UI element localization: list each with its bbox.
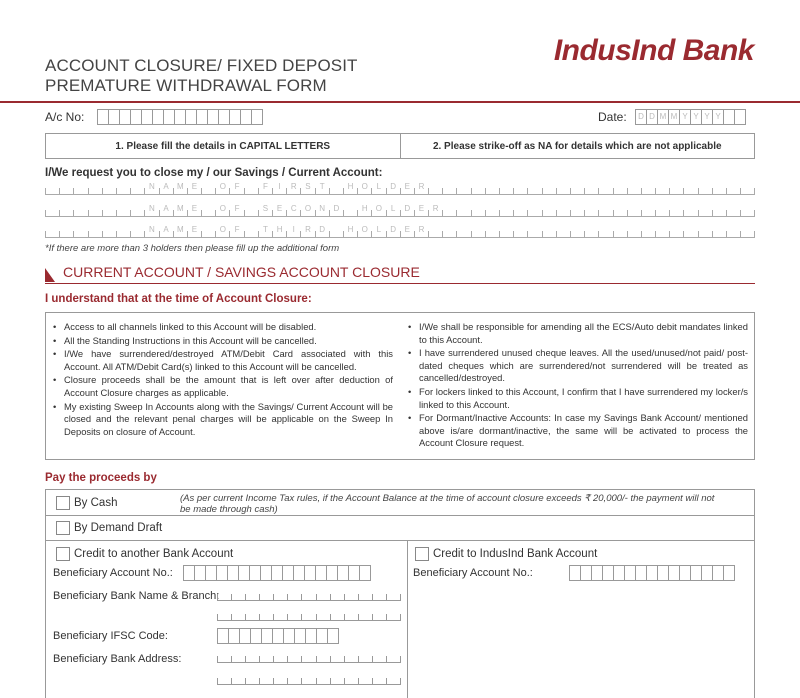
payment-box <box>45 489 755 698</box>
holder-char-cell[interactable] <box>88 188 102 194</box>
char-cell[interactable] <box>316 656 330 662</box>
holder-char-cell[interactable] <box>570 231 584 237</box>
holder-char-cell[interactable] <box>59 188 73 194</box>
date-digit-box[interactable]: Y <box>701 109 713 125</box>
holder-char-cell[interactable]: E <box>400 188 414 194</box>
holder-char-cell[interactable] <box>527 188 541 194</box>
holder-char-cell[interactable] <box>329 188 343 194</box>
indusind-ben-acc-field[interactable] <box>569 565 734 581</box>
holder-char-cell[interactable]: R <box>414 231 428 237</box>
char-cell[interactable] <box>273 594 287 600</box>
account-date-row <box>45 109 755 127</box>
bank-logo: IndusInd Bank <box>553 34 754 67</box>
char-cell[interactable] <box>217 614 231 620</box>
holder-char-cell[interactable] <box>102 188 116 194</box>
char-cell[interactable] <box>273 614 287 620</box>
holder-char-cell[interactable]: L <box>386 210 400 216</box>
holder-char-cell[interactable] <box>513 231 527 237</box>
holder-char-cell[interactable] <box>59 231 73 237</box>
holder-char-cell[interactable] <box>485 231 499 237</box>
holder-char-cell[interactable]: A <box>159 210 173 216</box>
char-cell[interactable] <box>231 594 245 600</box>
holder-char-cell[interactable] <box>471 210 485 216</box>
holder-char-cell[interactable] <box>102 231 116 237</box>
holder-char-cell[interactable] <box>456 210 470 216</box>
form-title-line2: PREMATURE WITHDRAWAL FORM <box>45 76 327 95</box>
date-label: Date: <box>598 110 627 124</box>
holder-char-cell[interactable] <box>59 210 73 216</box>
holder-char-cell[interactable] <box>329 231 343 237</box>
holder-char-cell[interactable]: N <box>144 210 158 216</box>
ben-bank-field-line1[interactable] <box>217 589 401 601</box>
term-item: • For lockers linked to this Account, I confirm that I have surrendered my locker/s linked to this Account. <box>407 386 748 411</box>
char-cell[interactable] <box>344 614 358 620</box>
holder-char-cell[interactable]: F <box>258 188 272 194</box>
holder-char-cell[interactable]: C <box>286 210 300 216</box>
holder-char-cell[interactable] <box>73 210 87 216</box>
date-digit-box[interactable]: D <box>646 109 658 125</box>
holder-char-cell[interactable]: I <box>272 188 286 194</box>
ben-bank-field-line2[interactable] <box>217 609 401 621</box>
holder-char-cell[interactable] <box>570 188 584 194</box>
holder-char-cell[interactable] <box>201 188 215 194</box>
char-cell[interactable] <box>231 614 245 620</box>
holder-char-cell[interactable]: H <box>343 188 357 194</box>
holder-char-cell[interactable] <box>102 210 116 216</box>
holder-char-cell[interactable] <box>556 188 570 194</box>
holder-char-cell[interactable]: D <box>329 210 343 216</box>
ben-address-field-line2[interactable] <box>217 673 401 685</box>
holder-char-cell[interactable]: H <box>272 231 286 237</box>
char-cell[interactable] <box>301 656 315 662</box>
char-cell[interactable] <box>287 656 301 662</box>
char-cell[interactable] <box>386 678 401 684</box>
holder-char-cell[interactable] <box>73 188 87 194</box>
holder-char-cell[interactable]: H <box>343 231 357 237</box>
pay-proceeds-title: Pay the proceeds by <box>45 472 157 484</box>
understand-heading: I understand that at the time of Account Closure: <box>45 293 312 305</box>
date-digit-box[interactable]: Y <box>712 109 724 125</box>
char-cell[interactable] <box>231 656 245 662</box>
holder-char-cell[interactable]: D <box>400 210 414 216</box>
char-cell[interactable] <box>372 614 386 620</box>
holder-char-cell[interactable]: F <box>229 210 243 216</box>
payment-split-divider <box>407 541 408 698</box>
holder-char-cell[interactable]: R <box>414 188 428 194</box>
holder-char-cell[interactable] <box>485 188 499 194</box>
char-cell[interactable] <box>287 678 301 684</box>
holder-char-cell[interactable]: L <box>371 188 385 194</box>
char-cell[interactable] <box>330 678 344 684</box>
holder-char-cell[interactable] <box>655 210 669 216</box>
ben-bank-label: Beneficiary Bank Name & Branch: <box>53 590 220 602</box>
holder-char-cell[interactable] <box>740 210 755 216</box>
holder-char-cell[interactable]: A <box>159 188 173 194</box>
holder-char-cell[interactable]: R <box>428 210 442 216</box>
char-cell[interactable] <box>330 656 344 662</box>
holder-char-cell[interactable] <box>130 231 144 237</box>
holder-char-cell[interactable] <box>428 188 442 194</box>
holder-char-cell[interactable] <box>45 210 59 216</box>
char-cell[interactable] <box>358 594 372 600</box>
holder-char-cell[interactable] <box>471 188 485 194</box>
term-item: • Access to all channels linked to this Account will be disabled. <box>52 321 393 334</box>
char-cell[interactable] <box>316 678 330 684</box>
cash-row <box>46 490 754 516</box>
char-cell[interactable] <box>344 656 358 662</box>
form-title <box>45 56 358 96</box>
holder-char-cell[interactable] <box>45 188 59 194</box>
holder-char-cell[interactable] <box>88 231 102 237</box>
term-item: • I/We have surrendered/destroyed ATM/Debit Card associated with this Account. All ATM/Debit Card(s) linked to this Account will be cancelled. <box>52 348 393 373</box>
char-cell[interactable] <box>330 614 344 620</box>
other-bank-label: Credit to another Bank Account <box>74 548 234 560</box>
holder-char-cell[interactable]: D <box>386 188 400 194</box>
holder-char-cell[interactable] <box>570 210 584 216</box>
term-item: • I/We shall be responsible for amending all the ECS/Auto debit mandates linked to this Account. <box>407 321 748 346</box>
ben-acc-digit-box[interactable] <box>359 565 371 581</box>
instruction-strike-off: 2. Please strike-off as NA for details which are not applicable <box>400 134 755 158</box>
char-cell[interactable] <box>245 678 259 684</box>
holder-char-cell[interactable] <box>442 231 456 237</box>
holder-char-cell[interactable] <box>641 188 655 194</box>
cash-note: (As per current Income Tax rules, if the Account Balance at the time of account closure exceeds ₹ 20,000/- the payment will not be made through cash) <box>180 493 715 515</box>
char-cell[interactable] <box>273 678 287 684</box>
char-cell[interactable] <box>330 594 344 600</box>
char-cell[interactable] <box>386 614 401 620</box>
holder-char-cell[interactable]: F <box>229 188 243 194</box>
ifsc-label: Beneficiary IFSC Code: <box>53 630 168 642</box>
holder-char-cell[interactable]: A <box>159 231 173 237</box>
holder-char-cell[interactable]: O <box>357 231 371 237</box>
dd-row <box>46 516 754 541</box>
holder-char-cell[interactable] <box>244 231 258 237</box>
terms-left-list <box>52 321 407 459</box>
holder-char-cell[interactable] <box>598 188 612 194</box>
char-cell[interactable] <box>273 656 287 662</box>
holder-char-cell[interactable] <box>669 231 683 237</box>
third-holder-name-field[interactable] <box>45 226 755 238</box>
holder-char-cell[interactable] <box>471 231 485 237</box>
holder-char-cell[interactable] <box>116 210 130 216</box>
holder-char-cell[interactable] <box>669 188 683 194</box>
char-cell[interactable] <box>245 614 259 620</box>
holder-char-cell[interactable] <box>613 188 627 194</box>
holder-char-cell[interactable] <box>456 188 470 194</box>
holder-char-cell[interactable] <box>201 231 215 237</box>
holder-char-cell[interactable]: M <box>173 210 187 216</box>
char-cell[interactable] <box>259 614 273 620</box>
instructions-box <box>45 133 755 159</box>
holder-char-cell[interactable]: R <box>286 188 300 194</box>
char-cell[interactable] <box>287 594 301 600</box>
char-cell[interactable] <box>287 614 301 620</box>
holder-char-cell[interactable] <box>343 210 357 216</box>
char-cell[interactable] <box>217 594 231 600</box>
char-cell[interactable] <box>301 678 315 684</box>
holder-char-cell[interactable] <box>542 188 556 194</box>
char-cell[interactable] <box>386 656 401 662</box>
holder-char-cell[interactable] <box>726 231 740 237</box>
terms-right-list <box>407 321 748 459</box>
date-field[interactable] <box>635 109 745 125</box>
char-cell[interactable] <box>372 594 386 600</box>
holder-char-cell[interactable]: N <box>144 188 158 194</box>
holder-char-cell[interactable] <box>627 231 641 237</box>
ben-address-field-line1[interactable] <box>217 651 401 663</box>
date-digit-box[interactable]: Y <box>690 109 702 125</box>
ac-no-field[interactable] <box>97 109 262 125</box>
char-cell[interactable] <box>372 656 386 662</box>
char-cell[interactable] <box>358 656 372 662</box>
date-digit-box[interactable]: M <box>657 109 669 125</box>
holder-char-cell[interactable]: E <box>187 231 201 237</box>
char-cell[interactable] <box>231 678 245 684</box>
term-item: • Closure proceeds shall be the amount that is left over after deduction of Account Closure charges as applicable. <box>52 374 393 399</box>
holder-char-cell[interactable] <box>584 210 598 216</box>
ac-digit-box[interactable] <box>251 109 263 125</box>
section-divider <box>45 283 755 284</box>
holder-char-cell[interactable] <box>584 231 598 237</box>
holder-char-cell[interactable] <box>499 210 513 216</box>
char-cell[interactable] <box>301 614 315 620</box>
second-holder-name-field[interactable] <box>45 205 755 217</box>
holder-char-cell[interactable] <box>683 188 697 194</box>
ifsc-char-box[interactable] <box>327 628 339 644</box>
terms-box <box>45 312 755 460</box>
form-title-line1: ACCOUNT CLOSURE/ FIXED DEPOSIT <box>45 56 358 75</box>
holder-char-cell[interactable] <box>456 231 470 237</box>
holder-char-cell[interactable] <box>669 210 683 216</box>
char-cell[interactable] <box>316 614 330 620</box>
instruction-capital-letters: 1. Please fill the details in CAPITAL LETTERS <box>115 140 331 152</box>
holder-char-cell[interactable] <box>88 210 102 216</box>
holder-char-cell[interactable]: O <box>300 210 314 216</box>
holder-char-cell[interactable] <box>584 188 598 194</box>
holder-char-cell[interactable] <box>45 231 59 237</box>
char-cell[interactable] <box>344 678 358 684</box>
term-item: • I have surrendered unused cheque leaves. All the used/unused/not paid/ post-dated cheques which are surrendered/not surrendered will be treated as cancelled/destroyed. <box>407 347 748 385</box>
ben-address-label: Beneficiary Bank Address: <box>53 653 182 665</box>
char-cell[interactable] <box>358 614 372 620</box>
holder-char-cell[interactable] <box>542 231 556 237</box>
holder-char-cell[interactable]: O <box>215 188 229 194</box>
indusind-ben-acc-label: Beneficiary Account No.: <box>413 567 533 579</box>
holder-char-cell[interactable] <box>712 231 726 237</box>
header-divider <box>0 101 800 103</box>
holder-char-cell[interactable] <box>527 210 541 216</box>
holder-char-cell[interactable]: E <box>400 231 414 237</box>
holder-char-cell[interactable]: M <box>173 231 187 237</box>
holder-char-cell[interactable] <box>613 210 627 216</box>
holder-char-cell[interactable] <box>442 210 456 216</box>
holder-char-cell[interactable]: O <box>357 188 371 194</box>
char-cell[interactable] <box>217 678 231 684</box>
request-title: I/We request you to close my / our Savings / Current Account: <box>45 167 383 179</box>
holder-char-cell[interactable] <box>130 188 144 194</box>
dd-checkbox[interactable] <box>56 521 70 535</box>
ben-acc-label: Beneficiary Account No.: <box>53 567 173 579</box>
holder-char-cell[interactable] <box>499 188 513 194</box>
char-cell[interactable] <box>217 656 231 662</box>
holder-char-cell[interactable]: H <box>357 210 371 216</box>
holder-char-cell[interactable]: M <box>173 188 187 194</box>
holder-char-cell[interactable]: R <box>300 231 314 237</box>
holder-char-cell[interactable]: T <box>315 188 329 194</box>
holder-char-cell[interactable] <box>598 210 612 216</box>
holder-char-cell[interactable]: D <box>315 231 329 237</box>
holder-char-cell[interactable]: N <box>315 210 329 216</box>
ifsc-field[interactable] <box>217 628 338 644</box>
other-bank-checkbox[interactable] <box>56 547 70 561</box>
holder-char-cell[interactable]: E <box>414 210 428 216</box>
holder-char-cell[interactable] <box>641 210 655 216</box>
holder-char-cell[interactable]: T <box>258 231 272 237</box>
indusind-checkbox[interactable] <box>415 547 429 561</box>
char-cell[interactable] <box>259 594 273 600</box>
holder-char-cell[interactable] <box>513 210 527 216</box>
holder-char-cell[interactable]: E <box>187 210 201 216</box>
holder-char-cell[interactable]: L <box>371 231 385 237</box>
first-holder-name-field[interactable] <box>45 183 755 195</box>
holder-char-cell[interactable] <box>499 231 513 237</box>
holder-char-cell[interactable] <box>244 188 258 194</box>
holder-char-cell[interactable] <box>698 188 712 194</box>
holder-char-cell[interactable] <box>627 188 641 194</box>
holder-char-cell[interactable] <box>428 231 442 237</box>
char-cell[interactable] <box>259 656 273 662</box>
holder-char-cell[interactable] <box>442 188 456 194</box>
indusind-label: Credit to IndusInd Bank Account <box>433 548 598 560</box>
char-cell[interactable] <box>344 594 358 600</box>
holder-char-cell[interactable]: E <box>187 188 201 194</box>
holder-char-cell[interactable] <box>698 210 712 216</box>
holder-char-cell[interactable] <box>116 188 130 194</box>
indusind-acc-digit-box[interactable] <box>723 565 735 581</box>
term-item: • For Dormant/Inactive Accounts: In case my Savings Bank Account/ mentioned above is/are dormant/inactive, the same will be activated to process the Account Closure request. <box>407 412 748 450</box>
holder-char-cell[interactable] <box>542 210 556 216</box>
char-cell[interactable] <box>301 594 315 600</box>
cash-checkbox[interactable] <box>56 496 70 510</box>
holder-char-cell[interactable] <box>712 210 726 216</box>
holder-char-cell[interactable]: S <box>300 188 314 194</box>
holder-char-cell[interactable] <box>556 210 570 216</box>
holder-char-cell[interactable] <box>655 188 669 194</box>
holder-char-cell[interactable] <box>244 210 258 216</box>
ac-no-label: A/c No: <box>45 110 85 124</box>
holder-char-cell[interactable]: I <box>286 231 300 237</box>
holder-char-cell[interactable] <box>130 210 144 216</box>
term-item: • All the Standing Instructions in this Account will be cancelled. <box>52 335 393 348</box>
char-cell[interactable] <box>316 594 330 600</box>
holder-char-cell[interactable] <box>712 188 726 194</box>
term-item: • My existing Sweep In Accounts along with the Savings/ Current Account will be closed and the relevant penal charges will be applicable on the Sweep In Deposits on closure of Account. <box>52 401 393 439</box>
holder-char-cell[interactable] <box>683 210 697 216</box>
holder-char-cell[interactable] <box>598 231 612 237</box>
section-title-text: CURRENT ACCOUNT / SAVINGS ACCOUNT CLOSURE <box>63 264 420 280</box>
holder-char-cell[interactable] <box>513 188 527 194</box>
char-cell[interactable] <box>245 656 259 662</box>
char-cell[interactable] <box>358 678 372 684</box>
holder-char-cell[interactable]: F <box>229 231 243 237</box>
holder-char-cell[interactable] <box>627 210 641 216</box>
char-cell[interactable] <box>386 594 401 600</box>
holder-char-cell[interactable] <box>527 231 541 237</box>
holder-char-cell[interactable] <box>73 231 87 237</box>
holder-char-cell[interactable]: S <box>258 210 272 216</box>
holder-char-cell[interactable] <box>641 231 655 237</box>
holder-char-cell[interactable]: N <box>144 231 158 237</box>
date-digit-box[interactable] <box>734 109 746 125</box>
holder-char-cell[interactable] <box>726 210 740 216</box>
holder-char-cell[interactable] <box>201 210 215 216</box>
holder-char-cell[interactable]: D <box>386 231 400 237</box>
cash-label: By Cash <box>74 497 118 509</box>
holder-char-cell[interactable] <box>683 231 697 237</box>
holder-char-cell[interactable]: O <box>215 231 229 237</box>
holder-char-cell[interactable] <box>655 231 669 237</box>
holder-char-cell[interactable] <box>698 231 712 237</box>
holder-char-cell[interactable]: E <box>272 210 286 216</box>
date-digit-box[interactable]: M <box>668 109 680 125</box>
date-digit-box[interactable]: D <box>635 109 647 125</box>
holder-char-cell[interactable] <box>726 188 740 194</box>
ben-acc-field[interactable] <box>183 565 370 581</box>
holder-char-cell[interactable]: O <box>215 210 229 216</box>
date-digit-box[interactable]: Y <box>679 109 691 125</box>
holder-char-cell[interactable] <box>740 188 755 194</box>
holder-char-cell[interactable] <box>116 231 130 237</box>
dd-label: By Demand Draft <box>74 522 163 534</box>
char-cell[interactable] <box>372 678 386 684</box>
char-cell[interactable] <box>259 678 273 684</box>
holder-char-cell[interactable]: O <box>371 210 385 216</box>
holder-char-cell[interactable] <box>613 231 627 237</box>
char-cell[interactable] <box>245 594 259 600</box>
holder-char-cell[interactable] <box>485 210 499 216</box>
section-title <box>45 264 420 280</box>
holder-char-cell[interactable] <box>556 231 570 237</box>
holders-note: *If there are more than 3 holders then please fill up the additional form <box>45 243 340 254</box>
holder-char-cell[interactable] <box>740 231 755 237</box>
